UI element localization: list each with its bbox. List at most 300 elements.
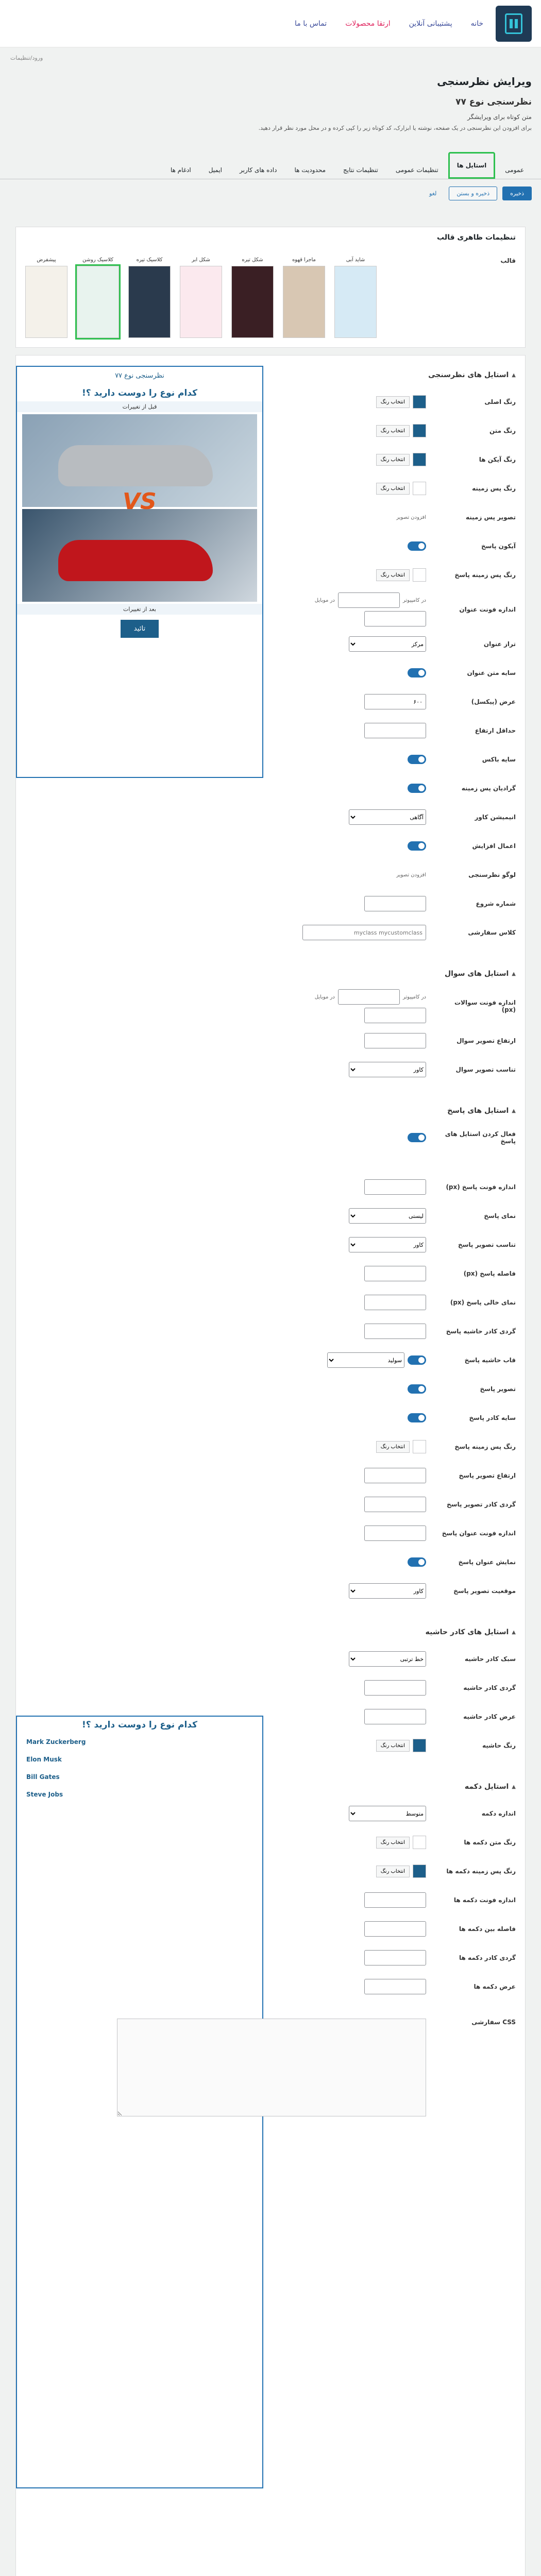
button-spacing-input[interactable] — [364, 1921, 426, 1937]
field-label: گردی کادر حاشیه پاسخ — [446, 1328, 516, 1335]
answer-spacing-input[interactable] — [364, 1266, 426, 1281]
field-button-size — [279, 1799, 516, 1828]
add-logo-link[interactable]: افزودن تصویر — [396, 872, 426, 878]
desktop-label: در کامپیوتر — [402, 597, 426, 603]
field-label: تصویر پاسخ — [480, 1385, 516, 1393]
field-label: انیمیشن کاور — [475, 814, 516, 821]
field-control — [292, 1384, 426, 1394]
chevron-up-icon: ▲ — [512, 1784, 516, 1790]
field-bg-gradient — [279, 774, 516, 803]
nav-link-upgrade[interactable]: ارتقا محصولات — [345, 19, 391, 28]
field-label: ارتفاع تصویر پاسخ — [459, 1472, 516, 1479]
template-thumbnail — [334, 266, 377, 338]
field-label: موقعیت تصویر پاسخ — [453, 1587, 516, 1595]
tab-general[interactable]: عمومی — [505, 166, 524, 174]
field-title-font — [279, 589, 516, 630]
color-swatch[interactable] — [413, 1865, 426, 1878]
question-fields — [279, 986, 516, 1084]
answer-image-radius-input[interactable] — [364, 1497, 426, 1512]
field-min-height — [279, 716, 516, 745]
field-control — [292, 1739, 426, 1752]
field-title-align — [279, 630, 516, 658]
field-label: تراز عنوان — [483, 640, 516, 648]
field-label: آیکون پاسخ — [481, 543, 516, 550]
field-border-style — [279, 1645, 516, 1673]
template-thumbnail — [283, 266, 325, 338]
border-fields — [279, 1645, 516, 1760]
field-cover-animation — [279, 803, 516, 832]
field-answer-bg-color — [279, 1432, 516, 1461]
field-button-radius — [279, 1943, 516, 1972]
field-control — [292, 541, 426, 551]
field-label: فعال کردن استایل های پاسخ — [445, 1130, 516, 1145]
tab-styles[interactable]: استایل ها — [448, 152, 496, 179]
field-control — [292, 636, 426, 652]
field-control — [292, 1806, 426, 1821]
field-answer-title-show — [279, 1548, 516, 1577]
field-control — [292, 1266, 426, 1281]
field-label: لوگو نظرسنجی — [468, 871, 516, 878]
field-control — [292, 1324, 426, 1339]
field-control — [292, 872, 426, 878]
tab-user-data[interactable]: داده های کاربر — [240, 166, 277, 174]
color-picker-button[interactable]: انتخاب رنگ — [376, 454, 410, 466]
color-picker-button[interactable]: انتخاب رنگ — [376, 569, 410, 581]
color-swatch[interactable] — [413, 424, 426, 437]
answer-radius-input[interactable] — [364, 1324, 426, 1339]
template-name: کلاسیک روشن — [82, 257, 113, 263]
field-label: سایه باکس — [482, 756, 516, 763]
title-shadow-toggle[interactable] — [408, 668, 426, 677]
color-swatch[interactable] — [413, 1739, 426, 1752]
cancel-button[interactable]: لغو — [422, 187, 444, 200]
css-block — [16, 2008, 525, 2127]
field-control — [292, 1709, 426, 1724]
field-label: عرض کادر حاشیه — [463, 1713, 516, 1720]
field-control — [292, 925, 426, 940]
template-section — [15, 227, 526, 348]
field-label: رنگ پس زمینه پاسخ — [454, 1443, 516, 1450]
preview-submit-button[interactable]: تائید — [121, 620, 159, 638]
field-label: عرض دکمه ها — [474, 1983, 516, 1990]
custom-class-input[interactable] — [302, 925, 426, 940]
field-control — [292, 694, 426, 709]
field-answer-bg — [279, 561, 516, 589]
field-label: رنگ متن — [489, 427, 516, 434]
template-list — [25, 257, 413, 338]
field-label: رنگ اصلی — [484, 398, 516, 405]
color-picker-button[interactable]: انتخاب رنگ — [376, 1740, 410, 1752]
field-control — [292, 1497, 426, 1512]
answer-option[interactable]: Steve Jobs — [26, 1791, 63, 1798]
field-answer-image — [279, 1375, 516, 1403]
field-control — [292, 668, 426, 677]
action-row — [0, 179, 541, 208]
field-label: اندازه فونت عنوان پاسخ — [442, 1530, 516, 1537]
answer-image-toggle[interactable] — [408, 1384, 426, 1394]
question-font-mobile-input[interactable] — [364, 1008, 426, 1023]
answer-padding-input[interactable] — [364, 1295, 426, 1310]
field-button-font — [279, 1886, 516, 1914]
template-row — [16, 248, 525, 347]
field-control — [292, 809, 426, 825]
field-label: رنگ پس زمینه دکمه ها — [446, 1868, 516, 1875]
field-bg-color — [279, 474, 516, 503]
field-question-image-fit — [279, 1055, 516, 1084]
top-nav — [295, 20, 483, 28]
field-label: اندازه فونت عنوان — [459, 606, 516, 613]
answer-view-select[interactable] — [349, 1208, 426, 1224]
template-thumbnail — [231, 266, 274, 338]
field-control — [292, 568, 426, 582]
top-bar — [0, 0, 541, 47]
field-answer-image-radius — [279, 1490, 516, 1519]
field-control — [292, 1583, 426, 1599]
field-label: تناسب تصویر سوال — [455, 1066, 516, 1073]
field-enable-increase — [279, 832, 516, 860]
template-thumbnail — [128, 266, 171, 338]
desktop-label: در کامپیوتر — [402, 994, 426, 1000]
question-styles-title-text: استایل های سوال — [444, 970, 509, 978]
field-label: اندازه فونت سوالات (px) — [454, 999, 516, 1013]
field-label: گرادیان پس زمینه — [461, 785, 516, 792]
field-control — [292, 1979, 426, 1994]
gradient-toggle[interactable] — [408, 784, 426, 793]
template-name: شکل تیره — [242, 257, 263, 263]
title-font-mobile-input[interactable] — [364, 611, 426, 626]
preview-top-label: قبل از تغییرات — [17, 401, 262, 412]
nav-link-support[interactable]: پشتیبانی آنلاین — [409, 19, 452, 28]
template-option[interactable] — [180, 257, 222, 338]
field-button-width — [279, 1972, 516, 2001]
field-answer-padding — [279, 1288, 516, 1317]
field-control — [292, 1179, 426, 1195]
title-align-select[interactable] — [349, 636, 426, 652]
answer-option[interactable]: Mark Zuckerberg — [26, 1738, 86, 1745]
field-title-shadow — [279, 658, 516, 687]
field-question-font — [279, 986, 516, 1026]
button-width-input[interactable] — [364, 1979, 426, 1994]
field-label: CSS سفارشی — [471, 2019, 516, 2026]
save-button[interactable]: ذخیره — [502, 187, 532, 200]
answer-option[interactable]: Bill Gates — [26, 1773, 60, 1781]
chevron-up-icon: ▲ — [512, 971, 516, 977]
box-shadow-toggle[interactable] — [408, 755, 426, 764]
answer-font-input[interactable] — [364, 1179, 426, 1195]
answer-title-font-input[interactable] — [364, 1526, 426, 1541]
breadcrumb-text: ورود/تنظیمات — [10, 54, 43, 61]
survey-description: برای افزودن این نظرسنجی در یک صفحه، نوشته یا ابزارک، کد کوتاه زیر را کپی کرده و در محل مورد نظر قرار دهید. — [258, 125, 532, 131]
button-styles-title-text: استایل دکمه — [464, 1783, 509, 1791]
start-number-input[interactable] — [364, 896, 426, 911]
field-button-text-color — [279, 1828, 516, 1857]
field-label: نمای خالی پاسخ (px) — [450, 1299, 516, 1306]
color-picker-button[interactable]: انتخاب رنگ — [376, 1866, 410, 1877]
answer-image-height-input[interactable] — [364, 1468, 426, 1483]
tab-bar — [0, 151, 541, 179]
field-control — [292, 989, 426, 1023]
field-control — [292, 1440, 426, 1453]
button-fields — [279, 1799, 516, 2001]
template-name: کلاسیک تیره — [136, 257, 163, 263]
field-answer-font — [279, 1173, 516, 1201]
field-control — [292, 592, 426, 626]
preview-vs: VS — [123, 488, 157, 515]
template-thumbnail — [25, 266, 67, 338]
field-logo — [279, 860, 516, 889]
field-enable-answer-styles — [25, 1123, 516, 1152]
template-name: ماجرا قهوه — [292, 257, 316, 263]
field-button-spacing — [279, 1914, 516, 1943]
field-answer-icon — [279, 532, 516, 561]
field-control — [292, 1651, 426, 1667]
question-font-desktop-input[interactable] — [338, 989, 400, 1005]
template-label: قالب — [500, 257, 516, 264]
field-label: اندازه دکمه — [481, 1810, 516, 1817]
field-border-radius — [279, 1673, 516, 1702]
template-option[interactable] — [283, 257, 325, 338]
field-width — [279, 687, 516, 716]
template-option[interactable] — [77, 257, 119, 338]
field-control — [292, 1295, 426, 1310]
answer-fields — [279, 1173, 516, 1605]
field-control — [292, 1468, 426, 1483]
button-size-select[interactable] — [349, 1806, 426, 1821]
field-answer-image-position — [279, 1577, 516, 1605]
field-label: رنگ حاشیه — [482, 1742, 516, 1749]
styles-panel — [15, 355, 526, 2576]
field-label: تناسب تصویر پاسخ — [458, 1241, 516, 1248]
field-control — [292, 515, 426, 520]
logo-mark — [505, 13, 522, 34]
field-question-image-height — [279, 1026, 516, 1055]
border-style-select[interactable] — [349, 1651, 426, 1667]
color-picker-button[interactable]: انتخاب رنگ — [376, 483, 410, 495]
survey-fields — [279, 387, 516, 947]
field-control — [292, 723, 426, 738]
color-swatch[interactable] — [413, 453, 426, 466]
field-box-shadow — [279, 745, 516, 774]
answer-border-style-select[interactable] — [327, 1352, 404, 1368]
answer-shadow-toggle[interactable] — [408, 1413, 426, 1422]
question-styles-block — [16, 954, 525, 1091]
add-image-link[interactable]: افزودن تصویر — [396, 514, 426, 520]
field-custom-class — [279, 918, 516, 947]
field-answer-image-height — [279, 1461, 516, 1490]
field-label: شماره شروع — [476, 900, 516, 907]
button-styles-title[interactable] — [25, 1783, 516, 1791]
min-height-input[interactable] — [364, 723, 426, 738]
color-swatch[interactable] — [413, 482, 426, 495]
field-control — [292, 1950, 426, 1965]
field-control — [292, 784, 426, 793]
color-swatch[interactable] — [413, 1440, 426, 1453]
answer-styles-toggle[interactable] — [408, 1133, 426, 1142]
survey-subtitle: متن کوتاه برای ویرایشگر — [467, 113, 532, 121]
tab-integrations[interactable]: ادغام ها — [170, 166, 191, 174]
field-answer-title-font — [279, 1519, 516, 1548]
field-answer-image-fit — [279, 1230, 516, 1259]
answer-icon-toggle[interactable] — [408, 541, 426, 551]
question-image-height-input[interactable] — [364, 1033, 426, 1048]
field-answer-spacing — [279, 1259, 516, 1288]
template-thumbnail — [77, 266, 119, 338]
field-icon-color — [279, 445, 516, 474]
field-label: فاصله بین دکمه ها — [459, 1925, 516, 1933]
template-name: شکل ابر — [192, 257, 210, 263]
color-swatch[interactable] — [413, 395, 426, 409]
template-thumbnail — [180, 266, 222, 338]
nav-link-contact[interactable]: تماس با ما — [295, 19, 327, 28]
tab-limits[interactable]: محدودیت ها — [294, 166, 326, 174]
chevron-up-icon: ▲ — [512, 1108, 516, 1114]
field-border-color — [279, 1731, 516, 1760]
preview-bottom-label: بعد از تغییرات — [17, 604, 262, 615]
button-styles-block — [16, 1767, 525, 2008]
field-control — [292, 1865, 426, 1878]
field-control — [292, 1208, 426, 1224]
field-control — [292, 1680, 426, 1696]
field-border-width — [279, 1702, 516, 1731]
answer-preview-question: کدام نوع را دوست دارید ؟! — [81, 1720, 197, 1730]
color-swatch[interactable] — [413, 1836, 426, 1849]
survey-styles-title[interactable] — [25, 371, 516, 379]
answer-styles-title-text: استایل های پاسخ — [447, 1107, 509, 1115]
preview-poll-title: نظرسنجی نوع ۷۷ — [115, 372, 164, 380]
border-styles-block — [16, 1613, 525, 1767]
field-control — [292, 1836, 426, 1849]
field-label: نمای پاسخ — [484, 1212, 516, 1219]
field-label: عرض (پیکسل) — [471, 698, 516, 705]
increase-toggle[interactable] — [408, 841, 426, 851]
color-picker-button[interactable]: انتخاب رنگ — [376, 425, 410, 437]
field-control — [292, 755, 426, 764]
preview-question: کدام نوع را دوست دارید ؟! — [81, 388, 197, 398]
answer-image-fit-select[interactable] — [349, 1237, 426, 1252]
field-control — [292, 1921, 426, 1937]
field-label: گردی کادر حاشیه — [463, 1684, 516, 1691]
mobile-label: در موبایل — [314, 597, 335, 603]
field-control — [292, 1557, 426, 1567]
title-font-desktop-input[interactable] — [338, 592, 400, 608]
field-answer-shadow — [279, 1403, 516, 1432]
template-name: شاید آبی — [346, 257, 365, 263]
field-answer-view — [279, 1201, 516, 1230]
survey-styles-title-text: استایل های نظرسنجی — [428, 371, 509, 379]
chevron-up-icon: ▲ — [512, 372, 516, 378]
button-radius-input[interactable] — [364, 1950, 426, 1965]
template-section-title: تنظیمات ظاهری قالب — [437, 233, 516, 242]
answer-option[interactable]: Elon Musk — [26, 1756, 62, 1763]
field-label: حداقل ارتفاع — [475, 727, 516, 734]
field-control — [292, 424, 426, 437]
field-control — [292, 1133, 426, 1142]
custom-css-textarea[interactable] — [117, 2019, 426, 2116]
tab-result-settings[interactable]: تنظیمات نتایج — [343, 166, 378, 174]
site-logo[interactable] — [496, 6, 532, 42]
survey-title: نظرسنجی نوع ۷۷ — [455, 97, 532, 107]
answer-title-toggle[interactable] — [408, 1557, 426, 1567]
border-styles-title[interactable] — [25, 1628, 516, 1636]
field-bg-image — [279, 503, 516, 532]
field-label: اندازه فونت پاسخ (px) — [446, 1183, 516, 1191]
mobile-label: در موبایل — [314, 994, 335, 1000]
field-control — [292, 1413, 426, 1422]
main-content — [15, 227, 526, 2576]
template-option[interactable] — [128, 257, 171, 338]
field-text-color — [279, 416, 516, 445]
field-label: تصویر پس زمینه — [465, 514, 516, 521]
field-control — [292, 1526, 426, 1541]
field-answer-radius — [279, 1317, 516, 1346]
field-label: گردی کادر دکمه ها — [459, 1954, 516, 1961]
color-picker-button[interactable]: انتخاب رنگ — [376, 396, 410, 408]
color-picker-button[interactable]: انتخاب رنگ — [376, 1837, 410, 1849]
field-label: سایه متن عنوان — [467, 669, 516, 676]
field-control — [292, 1062, 426, 1077]
field-label: سایه کادر پاسخ — [469, 1414, 516, 1421]
field-label: فاصله پاسخ (px) — [463, 1270, 516, 1277]
cover-animation-select[interactable] — [349, 809, 426, 825]
save-close-button[interactable]: ذخیره و بستن — [449, 187, 497, 200]
field-control — [292, 1237, 426, 1252]
answer-image-position-select[interactable] — [349, 1583, 426, 1599]
border-width-input[interactable] — [364, 1709, 426, 1724]
color-picker-button[interactable]: انتخاب رنگ — [376, 1441, 410, 1453]
field-start-number — [279, 889, 516, 918]
field-control — [292, 453, 426, 466]
field-label: ارتفاع تصویر سوال — [457, 1037, 516, 1044]
field-label: گردی کادر تصویر پاسخ — [447, 1501, 516, 1508]
breadcrumb — [0, 47, 541, 68]
field-label: نمایش عنوان پاسخ — [458, 1558, 516, 1566]
field-label: رنگ پس زمینه — [472, 485, 516, 492]
nav-link-home[interactable]: خانه — [470, 19, 483, 28]
question-styles-title[interactable] — [25, 970, 516, 978]
page-title: ویرایش نظرسنجی — [437, 75, 532, 88]
template-option[interactable] — [334, 257, 377, 338]
border-radius-input[interactable] — [364, 1680, 426, 1696]
field-label: اندازه فونت دکمه ها — [453, 1896, 516, 1904]
answer-styles-block — [16, 1091, 525, 1613]
field-main-color — [279, 387, 516, 416]
template-option[interactable] — [25, 257, 67, 338]
settings-header — [0, 97, 541, 133]
field-control — [292, 896, 426, 911]
survey-styles-block — [16, 355, 525, 954]
answer-border-toggle[interactable] — [408, 1355, 426, 1365]
field-label: رنگ پس زمینه پاسخ — [454, 571, 516, 579]
field-custom-css — [25, 2015, 516, 2120]
field-answer-border — [279, 1346, 516, 1375]
answer-styles-title[interactable] — [25, 1107, 516, 1115]
field-button-bg-color — [279, 1857, 516, 1886]
color-swatch[interactable] — [413, 568, 426, 582]
template-option[interactable] — [231, 257, 274, 338]
field-control — [292, 1892, 426, 1908]
field-label: سبک کادر حاشیه — [464, 1655, 516, 1663]
question-image-fit-select[interactable] — [349, 1062, 426, 1077]
field-control — [292, 482, 426, 495]
width-input[interactable] — [364, 694, 426, 709]
button-font-input[interactable] — [364, 1892, 426, 1908]
tab-general-settings[interactable]: تنظیمات عمومی — [395, 166, 438, 174]
field-label: اعمال افزایش — [472, 842, 516, 850]
field-label: رنگ متن دکمه ها — [464, 1839, 516, 1846]
tab-email[interactable]: ایمیل — [208, 166, 223, 174]
field-label: قاب حاشیه پاسخ — [464, 1357, 516, 1364]
field-control — [292, 841, 426, 851]
